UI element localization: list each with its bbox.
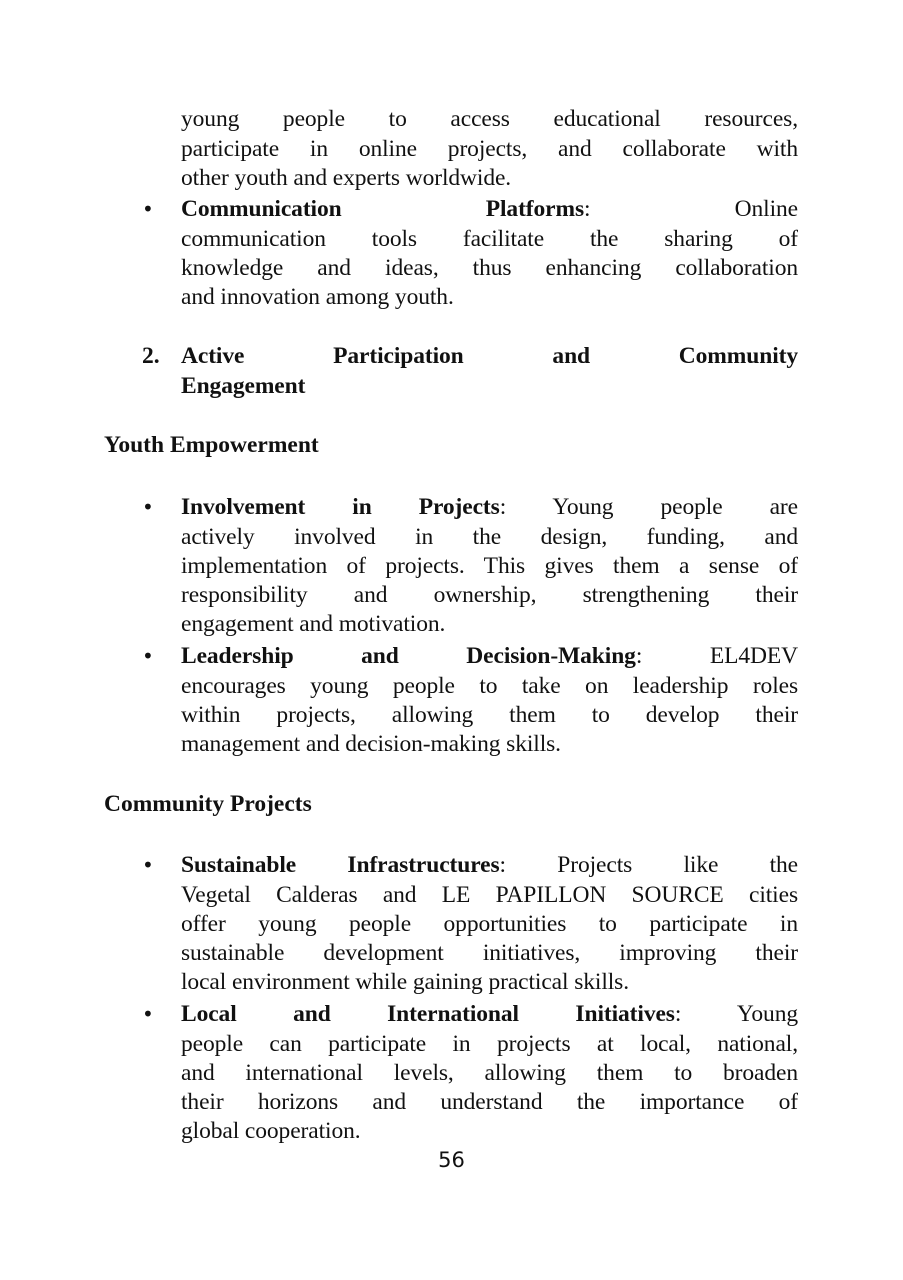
colon: : [674, 1001, 682, 1027]
section-number: 2. [142, 343, 160, 369]
list-item-involvement-in-projects [181, 492, 798, 522]
list-item-leadership [181, 641, 798, 671]
colon: : [499, 494, 507, 520]
body-text-line: responsibility and ownership, strengthening their [181, 582, 798, 608]
list-item-communication-platforms [181, 194, 798, 224]
body-text-line: communication tools facilitate the sharing of [181, 226, 798, 252]
item-text: Online [734, 196, 798, 222]
item-title: Leadership and Decision-Making [181, 643, 636, 669]
body-text-line: encourages young people to take on leadership roles [181, 673, 798, 699]
item-text: Projects like the [557, 852, 798, 878]
body-text-line: participate in online projects, and collaborate with [181, 136, 798, 162]
bullet-icon: • [142, 1002, 154, 1026]
body-text-line: offer young people opportunities to participate in [181, 911, 798, 937]
item-title: Communication [181, 196, 342, 222]
body-text-line: global cooperation. [181, 1118, 361, 1144]
body-text-line: management and decision-making skills. [181, 731, 561, 757]
bullet-icon: • [142, 495, 154, 519]
body-text-line: local environment while gaining practical skills. [181, 969, 630, 995]
body-text-line: and innovation among youth. [181, 284, 454, 310]
colon: : [635, 643, 643, 669]
subheading-community-projects: Community Projects [104, 791, 312, 817]
item-text: Young people are [552, 494, 798, 520]
body-text-line: knowledge and ideas, thus enhancing collaboration [181, 255, 798, 281]
body-text-line: actively involved in the design, funding, and [181, 524, 798, 550]
list-item-local-international [181, 999, 798, 1029]
page-number: 56 [438, 1148, 465, 1172]
item-text: EL4DEV [709, 643, 798, 669]
bullet-icon: • [142, 644, 154, 668]
subheading-youth-empowerment: Youth Empowerment [104, 432, 319, 458]
colon: : [584, 196, 591, 222]
colon: : [499, 852, 506, 878]
item-text: Young [736, 1001, 798, 1027]
item-title: Involvement in Projects [181, 494, 500, 520]
body-text-line: Vegetal Calderas and LE PAPILLON SOURCE cities [181, 882, 798, 908]
item-title: Local and International Initiatives [181, 1001, 675, 1027]
list-item-sustainable-infrastructures [181, 850, 798, 880]
body-text-line: within projects, allowing them to develop their [181, 702, 798, 728]
body-text-line: sustainable development initiatives, improving their [181, 940, 798, 966]
section-title: Engagement [181, 373, 306, 399]
item-title: Sustainable Infrastructures [181, 852, 500, 878]
body-text-line: people can participate in projects at local, national, [181, 1031, 798, 1057]
body-text-line: young people to access educational resources, [181, 106, 798, 132]
body-text-line: implementation of projects. This gives them a sense of [181, 553, 798, 579]
body-text-line: their horizons and understand the importance of [181, 1089, 798, 1115]
body-text-line: engagement and motivation. [181, 611, 446, 637]
section-title: Active Participation and Community [181, 343, 798, 369]
bullet-icon: • [142, 853, 154, 877]
body-text-line: and international levels, allowing them to broaden [181, 1060, 798, 1086]
item-title: Platforms [485, 196, 585, 222]
bullet-icon: • [142, 197, 154, 221]
body-text-line: other youth and experts worldwide. [181, 165, 512, 191]
